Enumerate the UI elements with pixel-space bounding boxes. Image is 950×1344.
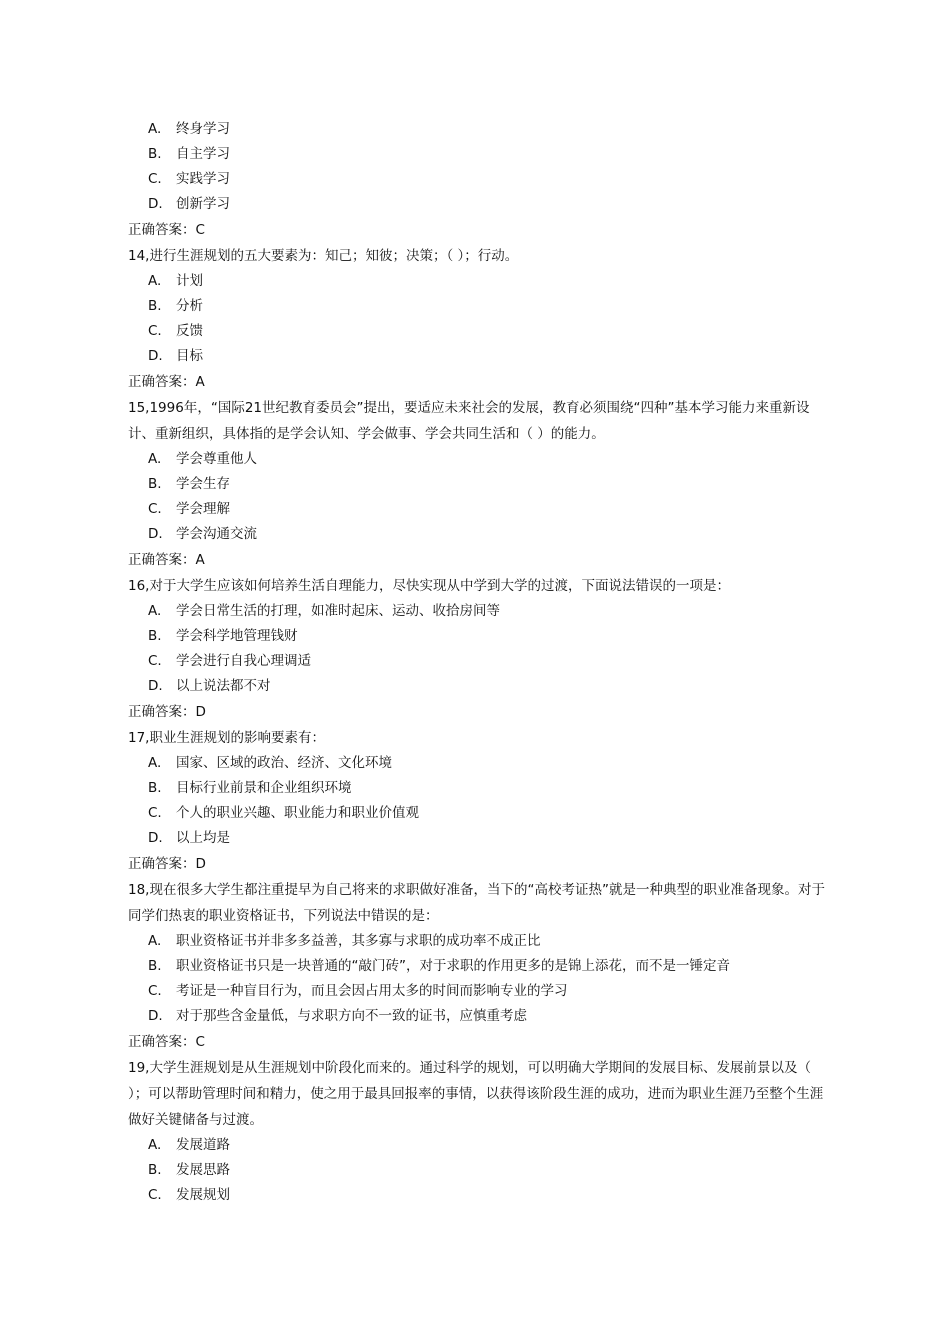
answer-option [128, 497, 828, 522]
option-letter: D. [148, 348, 163, 364]
answer-option [128, 929, 828, 954]
answer-option [128, 522, 828, 547]
answer-option [128, 674, 828, 699]
answer-option [128, 192, 828, 217]
option-letter: D. [148, 196, 163, 212]
option-letter: B. [148, 1162, 162, 1178]
option-text: 学会沟通交流 [176, 526, 257, 542]
option-text: 国家、区域的政治、经济、文化环境 [176, 755, 392, 771]
answer-option [128, 979, 828, 1004]
option-text: 以上说法都不对 [176, 678, 271, 694]
correct-answer: 正确答案：D [128, 704, 206, 720]
answer-option [128, 117, 828, 142]
option-text: 考证是一种盲目行为，而且会因占用太多的时间而影响专业的学习 [176, 983, 568, 999]
question-text: 15,1996年，“国际21世纪教育委员会”提出，要适应未来社会的发展，教育必须围绕“四种”基本学习能力来重新设计、重新组织，具体指的是学会认知、学会做事、学会共同生活和（ ）的能力。 [128, 400, 810, 442]
answer-option [128, 954, 828, 979]
answer-option [128, 1158, 828, 1183]
option-letter: C. [148, 1187, 162, 1203]
option-letter: A. [148, 603, 162, 619]
option-letter: D. [148, 678, 163, 694]
answer-option [128, 294, 828, 319]
option-text: 发展道路 [176, 1137, 230, 1153]
correct-answer: 正确答案：D [128, 856, 206, 872]
option-text: 学会生存 [176, 476, 230, 492]
option-letter: C. [148, 323, 162, 339]
option-text: 实践学习 [176, 171, 230, 187]
answer-option [128, 447, 828, 472]
option-text: 学会科学地管理钱财 [176, 628, 298, 644]
option-text: 目标行业前景和企业组织环境 [176, 780, 352, 796]
answer-option [128, 472, 828, 497]
answer-option [128, 751, 828, 776]
option-letter: C. [148, 653, 162, 669]
option-text: 发展思路 [176, 1162, 230, 1178]
answer-option [128, 344, 828, 369]
option-text: 以上均是 [176, 830, 230, 846]
option-letter: B. [148, 298, 162, 314]
answer-option [128, 649, 828, 674]
option-text: 目标 [176, 348, 203, 364]
answer-option [128, 1004, 828, 1029]
option-letter: A. [148, 451, 162, 467]
option-text: 学会日常生活的打理，如准时起床、运动、收拾房间等 [176, 603, 500, 619]
correct-answer: 正确答案：C [128, 222, 205, 238]
option-letter: C. [148, 171, 162, 187]
option-letter: B. [148, 780, 162, 796]
answer-option [128, 167, 828, 192]
question-text: 17,职业生涯规划的影响要素有： [128, 730, 325, 746]
answer-option [128, 826, 828, 851]
option-text: 分析 [176, 298, 203, 314]
option-text: 发展规划 [176, 1187, 230, 1203]
option-text: 学会尊重他人 [176, 451, 257, 467]
option-text: 学会理解 [176, 501, 230, 517]
option-text: 终身学习 [176, 121, 230, 137]
option-letter: A. [148, 121, 162, 137]
question-text: 14,进行生涯规划的五大要素为：知己；知彼；决策；（ ）；行动。 [128, 248, 519, 264]
answer-option [128, 801, 828, 826]
question-text: 18,现在很多大学生都注重提早为自己将来的求职做好准备，当下的“高校考证热”就是一种典型的职业准备现象。对于同学们热衷的职业资格证书，下列说法中错误的是： [128, 882, 825, 924]
answer-option [128, 1133, 828, 1158]
answer-option [128, 319, 828, 344]
option-text: 创新学习 [176, 196, 230, 212]
answer-option [128, 1183, 828, 1208]
option-text: 对于那些含金量低，与求职方向不一致的证书，应慎重考虑 [176, 1008, 527, 1024]
answer-option [128, 269, 828, 294]
option-letter: B. [148, 958, 162, 974]
option-text: 个人的职业兴趣、职业能力和职业价值观 [176, 805, 419, 821]
option-letter: B. [148, 476, 162, 492]
correct-answer: 正确答案：A [128, 552, 205, 568]
question-text: 16,对于大学生应该如何培养生活自理能力，尽快实现从中学到大学的过渡，下面说法错误的一项是： [128, 578, 730, 594]
option-letter: B. [148, 628, 162, 644]
option-letter: D. [148, 526, 163, 542]
option-text: 学会进行自我心理调适 [176, 653, 311, 669]
answer-option [128, 624, 828, 649]
option-text: 职业资格证书并非多多益善，其多寡与求职的成功率不成正比 [176, 933, 541, 949]
option-letter: C. [148, 983, 162, 999]
question-list [128, 117, 828, 1208]
option-letter: C. [148, 501, 162, 517]
correct-answer: 正确答案：A [128, 374, 205, 390]
option-letter: B. [148, 146, 162, 162]
answer-option [128, 142, 828, 167]
question-text: 19,大学生涯规划是从生涯规划中阶段化而来的。通过科学的规划，可以明确大学期间的发展目标、发展前景以及（ ）；可以帮助管理时间和精力，使之用于最具回报率的事情，以获得该阶段生涯的成功，进而为职业生涯乃至整个生涯做好关键储备与过渡。 [128, 1060, 824, 1128]
option-letter: A. [148, 1137, 162, 1153]
answer-option [128, 599, 828, 624]
option-text: 反馈 [176, 323, 203, 339]
answer-option [128, 776, 828, 801]
option-letter: D. [148, 1008, 163, 1024]
option-letter: A. [148, 273, 162, 289]
option-text: 计划 [176, 273, 203, 289]
option-letter: A. [148, 755, 162, 771]
option-letter: A. [148, 933, 162, 949]
correct-answer: 正确答案：C [128, 1034, 205, 1050]
option-text: 自主学习 [176, 146, 230, 162]
option-text: 职业资格证书只是一块普通的“敲门砖”，对于求职的作用更多的是锦上添花，而不是一锤定音 [176, 958, 730, 974]
option-letter: C. [148, 805, 162, 821]
option-letter: D. [148, 830, 163, 846]
